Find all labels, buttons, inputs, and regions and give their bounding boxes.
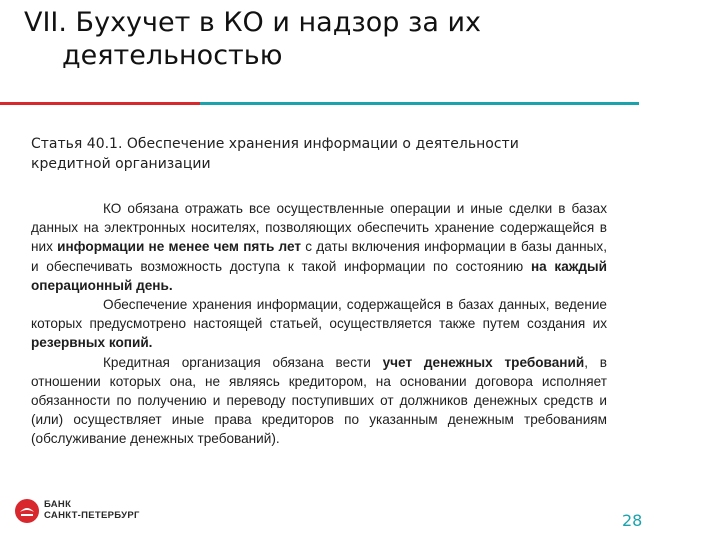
- bank-logo-text: [44, 499, 140, 521]
- emphasis-backup: резервных копий.: [31, 335, 153, 351]
- text-run: Обеспечение хранения информации, содержащейся в базах данных, ведение которых предусмотрено настоящей статьей, осуществляется также путем создания их: [31, 297, 607, 332]
- bank-logo: [14, 496, 154, 528]
- article-heading: Статья 40.1. Обеспечение хранения информации о деятельности кредитной организации: [31, 136, 519, 172]
- title-underline-red: [0, 102, 200, 105]
- title-underline-teal: [200, 102, 639, 105]
- slide-title-line-2: деятельностью: [62, 40, 283, 71]
- article-body: [31, 199, 607, 449]
- text-run: , в отношении которых она, не являясь кредитором, на основании договора исполняет обязанности по получению и переводу поступивших от должников денежных средств и (или) осуществляет иные права кредиторов по указанным денежным требованиям (обслуживание денежных требований).: [31, 354, 608, 447]
- text-run: с даты включения информации в базы данных, и обеспечивать возможность доступа к такой информации по состоянию: [31, 239, 607, 274]
- emphasis-claims-accounting: учет денежных требований: [382, 354, 585, 370]
- slide-title: [24, 6, 664, 72]
- emphasis-five-years: информации не менее чем пять лет: [57, 239, 302, 255]
- logo-line-2: САНКТ-ПЕТЕРБУРГ: [44, 510, 140, 521]
- page-number: 28: [622, 511, 643, 530]
- emphasis-each-day: на каждый операционный день.: [31, 258, 607, 293]
- bank-spb-logo-icon: [14, 498, 40, 524]
- paragraph-storage-obligation: [31, 199, 607, 295]
- text-run: КО обязана отражать все осуществленные операции и иные сделки в базах данных на электронных носителях, позволяющих обеспечить хранение содержащейся в них: [31, 201, 607, 255]
- logo-line-1: БАНК: [44, 499, 72, 510]
- paragraph-monetary-claims: [31, 353, 607, 449]
- slide-title-line-1: VII. Бухучет в КО и надзор за их: [24, 7, 481, 38]
- text-run: Кредитная организация обязана вести: [103, 354, 383, 370]
- paragraph-backup-copies: [31, 295, 607, 353]
